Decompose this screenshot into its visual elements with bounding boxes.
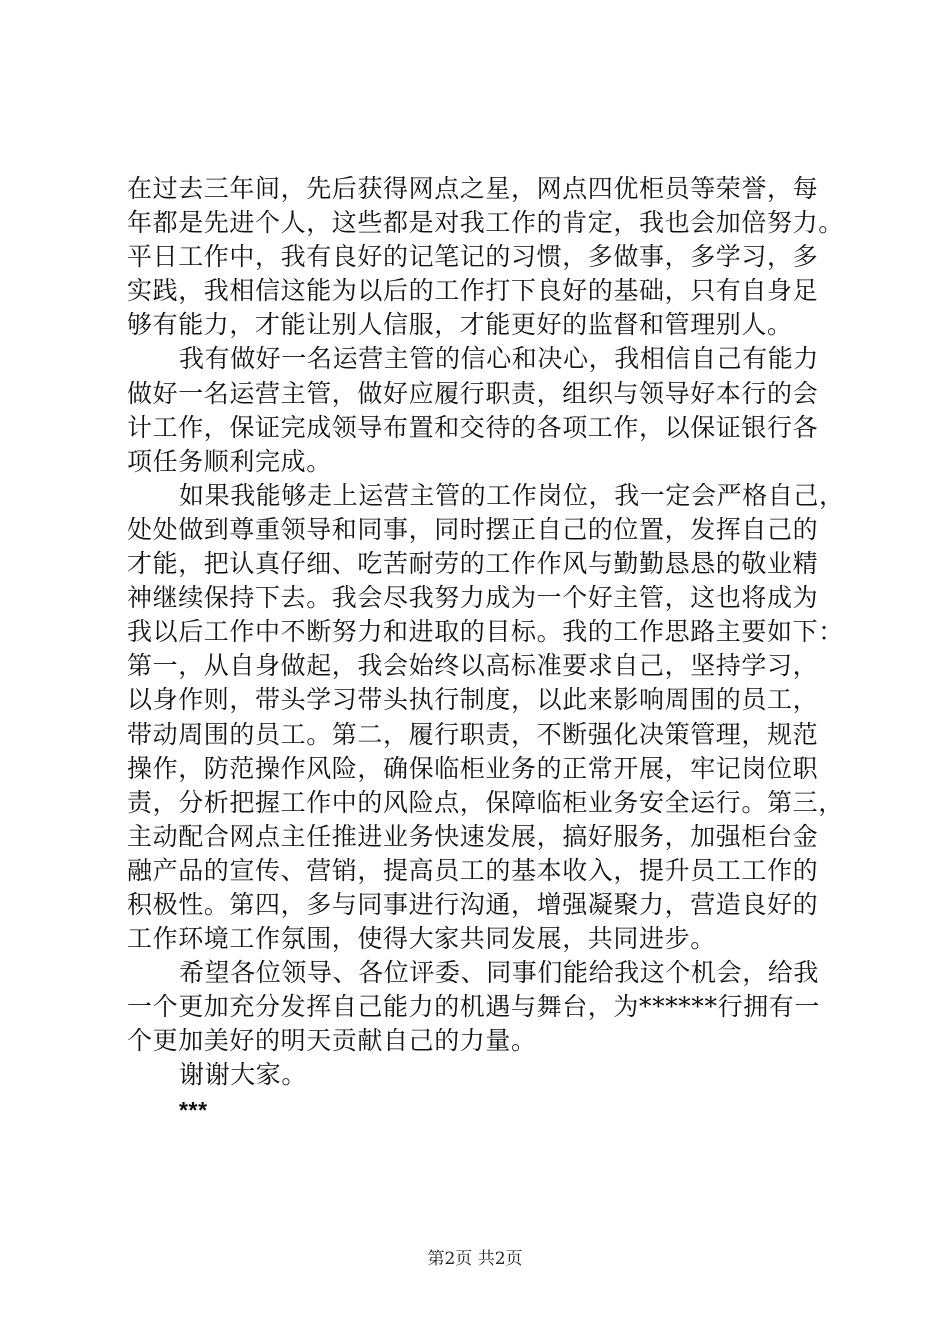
text-line: 责，分析把握工作中的风险点，保障临柜业务安全运行。第三， (127, 787, 844, 817)
text-line: 积极性。第四，多与同事进行沟通，增强凝聚力，营造良好的 (127, 889, 819, 919)
text-line: 处处做到尊重领导和同事，同时摆正自己的位置，发挥自己的 (127, 514, 819, 544)
text-line: 年都是先进个人，这些都是对我工作的肯定，我也会加倍努力。 (127, 208, 844, 238)
text-line: 希望各位领导、各位评委、同事们能给我这个机会，给我 (179, 958, 820, 988)
text-line: 一个更加充分发挥自己能力的机遇与舞台，为******行拥有一 (127, 992, 821, 1022)
text-line: 谢谢大家。 (179, 1060, 308, 1090)
text-line: 计工作，保证完成领导布置和交待的各项工作，以保证银行各 (127, 412, 819, 442)
text-line: 神继续保持下去。我会尽我努力成为一个好主管，这也将成为 (127, 583, 819, 613)
text-line: 融产品的宣传、营销，提高员工的基本收入，提升员工工作的 (127, 855, 819, 885)
text-line: 操作，防范操作风险，确保临柜业务的正常开展，牢记岗位职 (127, 753, 819, 783)
text-line: 做好一名运营主管，做好应履行职责，组织与领导好本行的会 (127, 378, 819, 408)
signature: *** (179, 1096, 208, 1123)
text-line: 项任务顺利完成。 (127, 446, 332, 476)
text-line: 如果我能够走上运营主管的工作岗位，我一定会严格自己， (179, 480, 845, 510)
text-line: 实践，我相信这能为以后的工作打下良好的基础，只有自身足 (127, 276, 819, 306)
document-body (127, 172, 845, 1127)
text-line: 主动配合网点主任推进业务快速发展，搞好服务，加强柜台金 (127, 821, 819, 851)
text-line: 够有能力，才能让别人信服，才能更好的监督和管理别人。 (127, 310, 793, 340)
text-line: 在过去三年间，先后获得网点之星，网点四优柜员等荣誉，每 (127, 174, 819, 203)
text-line: 以身作则，带头学习带头执行制度，以此来影响周围的员工， (127, 685, 819, 715)
text-line: 带动周围的员工。第二，履行职责，不断强化决策管理，规范 (127, 719, 819, 749)
text-line: 我以后工作中不断努力和进取的目标。我的工作思路主要如下： (127, 617, 844, 647)
text-line: 才能，把认真仔细、吃苦耐劳的工作作风与勤勤恳恳的敬业精 (127, 549, 819, 579)
text-line: 第一，从自身做起，我会始终以高标准要求自己，坚持学习， (127, 651, 819, 681)
text-line: 个更加美好的明天贡献自己的力量。 (127, 1026, 537, 1056)
text-line: 我有做好一名运营主管的信心和决心，我相信自己有能力 (179, 344, 820, 374)
text-line: 工作环境工作氛围，使得大家共同发展，共同进步。 (127, 924, 716, 954)
page-footer: 第2页 共2页 (427, 1249, 523, 1269)
text-line: 平日工作中，我有良好的记笔记的习惯，多做事，多学习，多 (127, 242, 819, 272)
